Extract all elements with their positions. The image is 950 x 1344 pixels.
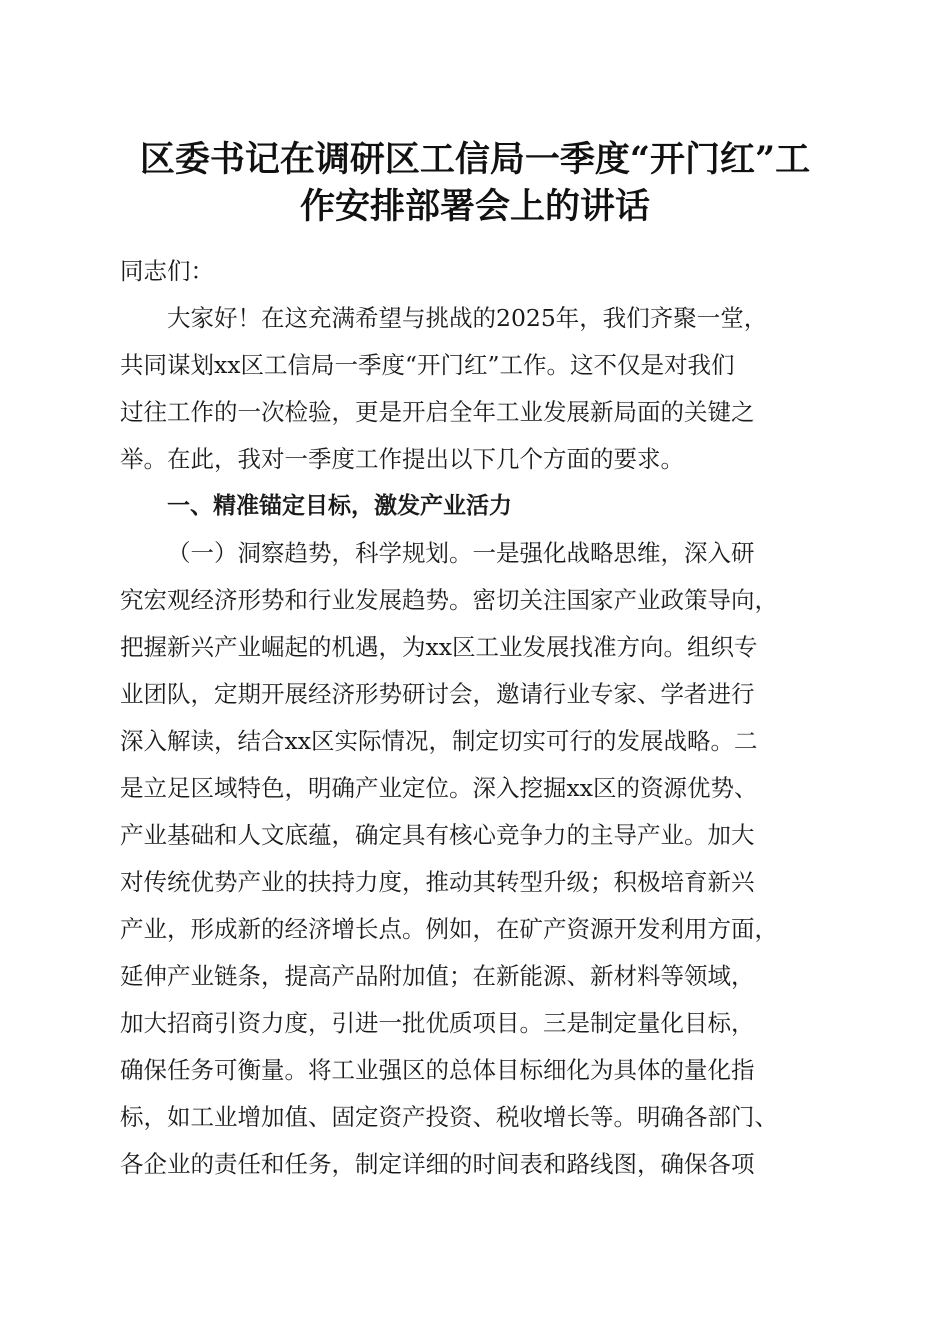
paragraph-line: 过往工作的一次检验，更是开启全年工业发展新局面的关键之 [120,398,755,426]
salutation: 同志们： [120,257,214,285]
paragraph-line: （一）洞察趋势，科学规划。一是强化战略思维，深入研 [167,539,755,567]
paragraph-line: 大家好！在这充满希望与挑战的2025年，我们齐聚一堂， [167,304,768,332]
title-line-1: 区委书记在调研区工信局一季度“开门红”工 [139,139,811,180]
paragraph-line: 产业，形成新的经济增长点。例如，在矿产资源开发利用方面， [120,915,778,943]
title-line-2: 作安排部署会上的讲话 [299,186,650,227]
paragraph-line: 举。在此，我对一季度工作提出以下几个方面的要求。 [120,445,684,473]
paragraph-line: 产业基础和人文底蕴，确定具有核心竞争力的主导产业。加大 [120,821,755,849]
paragraph-line: 是立足区域特色，明确产业定位。深入挖掘xx区的资源优势、 [120,774,758,802]
subsection-paragraph [120,530,840,1188]
paragraph-line: 延伸产业链条，提高产品附加值；在新能源、新材料等领域， [120,962,755,990]
paragraph-line: 标，如工业增加值、固定资产投资、税收增长等。明确各部门、 [120,1103,778,1131]
paragraph-line: 共同谋划xx区工信局一季度“开门红”工作。这不仅是对我们 [120,351,735,379]
paragraph-line: 业团队，定期开展经济形势研讨会，邀请行业专家、学者进行 [120,680,755,708]
document-body [120,248,840,1188]
paragraph-line: 各企业的责任和任务，制定详细的时间表和路线图，确保各项 [120,1150,755,1178]
paragraph-line: 确保任务可衡量。将工业强区的总体目标细化为具体的量化指 [120,1056,755,1084]
intro-paragraph [120,295,840,483]
paragraph-line: 把握新兴产业崛起的机遇，为xx区工业发展找准方向。组织专 [120,633,758,661]
document-title [100,136,850,230]
section-heading: 一、精准锚定目标，激发产业活力 [167,493,512,519]
paragraph-line: 加大招商引资力度，引进一批优质项目。三是制定量化目标， [120,1009,755,1037]
paragraph-line: 对传统优势产业的扶持力度，推动其转型升级；积极培育新兴 [120,868,755,896]
paragraph-line: 究宏观经济形势和行业发展趋势。密切关注国家产业政策导向， [120,586,778,614]
paragraph-line: 深入解读，结合xx区实际情况，制定切实可行的发展战略。二 [120,727,758,755]
